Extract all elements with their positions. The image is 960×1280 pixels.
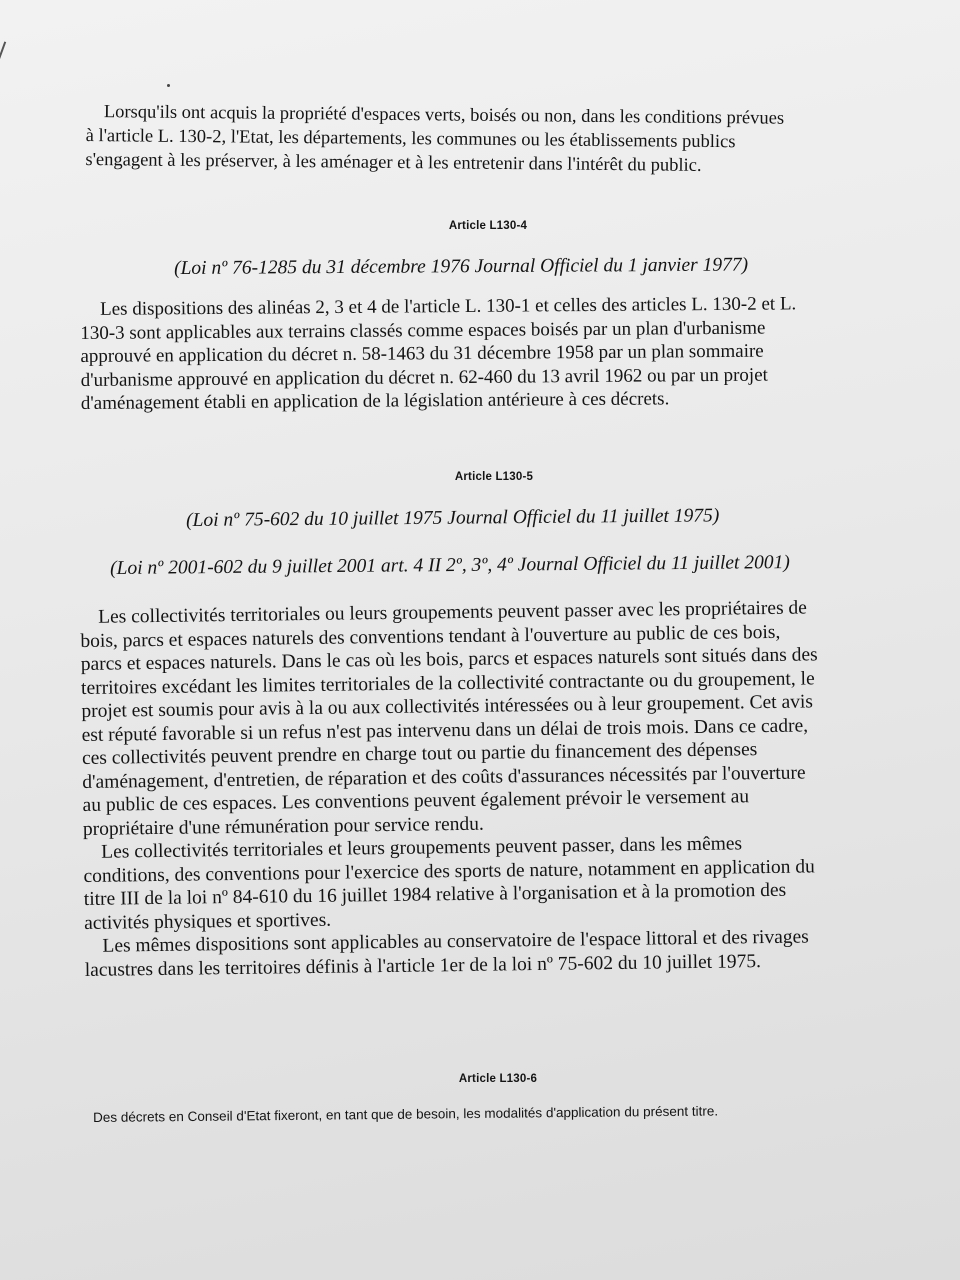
text-line: titre III de la loi nº 84-610 du 16 juillet 1984 relative à l'organisation et à la promotion des <box>83 879 787 910</box>
text-line: s'engagent à les préserver, à les aménager et à les entretenir dans l'intérêt du public. <box>85 149 702 176</box>
loi-reference: (Loi nº 76-1285 du 31 décembre 1976 Journal Officiel du 1 janvier 1977) <box>174 254 749 279</box>
loi-reference: (Loi nº 75-602 du 10 juillet 1975 Journal Officiel du 11 juillet 1975) <box>186 505 720 531</box>
intro-paragraph <box>85 100 784 179</box>
text-line: Les mêmes dispositions sont applicables au conservatoire de l'espace littoral et des rivages <box>102 926 809 957</box>
text-line: parcs et espaces naturels. Dans le cas où les bois, parcs et espaces naturels sont situés dans des <box>80 644 818 675</box>
text-line: est réputé favorable si un refus n'est pas intervenu dans un délai de trois mois. Dans ce cadre, <box>81 714 809 746</box>
dust-speck <box>167 84 170 87</box>
text-line: Les dispositions des alinéas 2, 3 et 4 de l'article L. 130-1 et celles des articles L. 130-2 et L. <box>100 293 797 320</box>
text-line: Les collectivités territoriales et leurs groupements peuvent passer, dans les mêmes <box>101 833 743 863</box>
text-line: 130-3 sont applicables aux terrains classés comme espaces boisés par un plan d'urbanisme <box>80 317 766 344</box>
page-edge-mark <box>0 41 6 98</box>
text-line: propriétaire d'une rémunération pour service rendu. <box>82 813 484 840</box>
article-heading-l130-5: Article L130-5 <box>454 471 534 483</box>
text-line: d'aménagement établi en application de la législation antérieure à ces décrets. <box>80 388 670 414</box>
article-l130-4-paragraph <box>80 292 797 415</box>
article-l130-6-paragraph: Des décrets en Conseil d'Etat fixeront, en tant que de besoin, les modalités d'application du présent titre. <box>93 1103 719 1125</box>
text-line: d'aménagement, d'entretien, de réparation et des coûts d'assurances nécessités par l'ouverture <box>82 762 806 793</box>
article-l130-5-paragraph <box>80 596 822 982</box>
text-line: à l'article L. 130-2, l'Etat, les départements, les communes ou les établissements publics <box>85 125 736 153</box>
text-line: au public de ces espaces. Les conventions peuvent également prévoir le versement au <box>82 786 750 816</box>
text-line: territoires excédant les limites territoriales de la collectivité contractante ou du groupement, le <box>80 667 815 699</box>
text-line: d'urbanisme approuvé en application du décret n. 62-460 du 13 avril 1962 ou par un projet <box>80 364 768 391</box>
article-heading-l130-6: Article L130-6 <box>458 1073 538 1085</box>
article-heading-l130-4: Article L130-4 <box>448 220 528 232</box>
text-line: ces collectivités peuvent prendre en charge tout ou partie du financement des dépenses <box>81 739 758 769</box>
text-line: bois, parcs et espaces naturels des conventions tendant à l'ouverture au public de ces bois, <box>80 621 781 652</box>
text-line: Les collectivités territoriales ou leurs groupements peuvent passer avec les propriétaires de <box>98 597 808 628</box>
text-line: activités physiques et sportives. <box>84 909 332 934</box>
text-line: lacustres dans les territoires définis à l'article 1er de la loi nº 75-602 du 10 juillet 1975. <box>84 950 762 981</box>
loi-reference: (Loi nº 2001-602 du 9 juillet 2001 art. 4 II 2º, 3º, 4º Journal Officiel du 11 juillet 2001) <box>110 552 790 579</box>
text-line: Lorsqu'ils ont acquis la propriété d'espaces verts, boisés ou non, dans les conditions prévues <box>103 102 785 129</box>
text-line: approuvé en application du décret n. 58-1463 du 31 décembre 1958 par un plan sommaire <box>80 340 764 367</box>
text-line: conditions, des conventions pour l'exercice des sports de nature, notamment en application du <box>83 855 815 887</box>
text-line: projet est soumis pour avis à la ou aux collectivités intéressées ou à leur groupement. Cet avis <box>81 691 814 722</box>
